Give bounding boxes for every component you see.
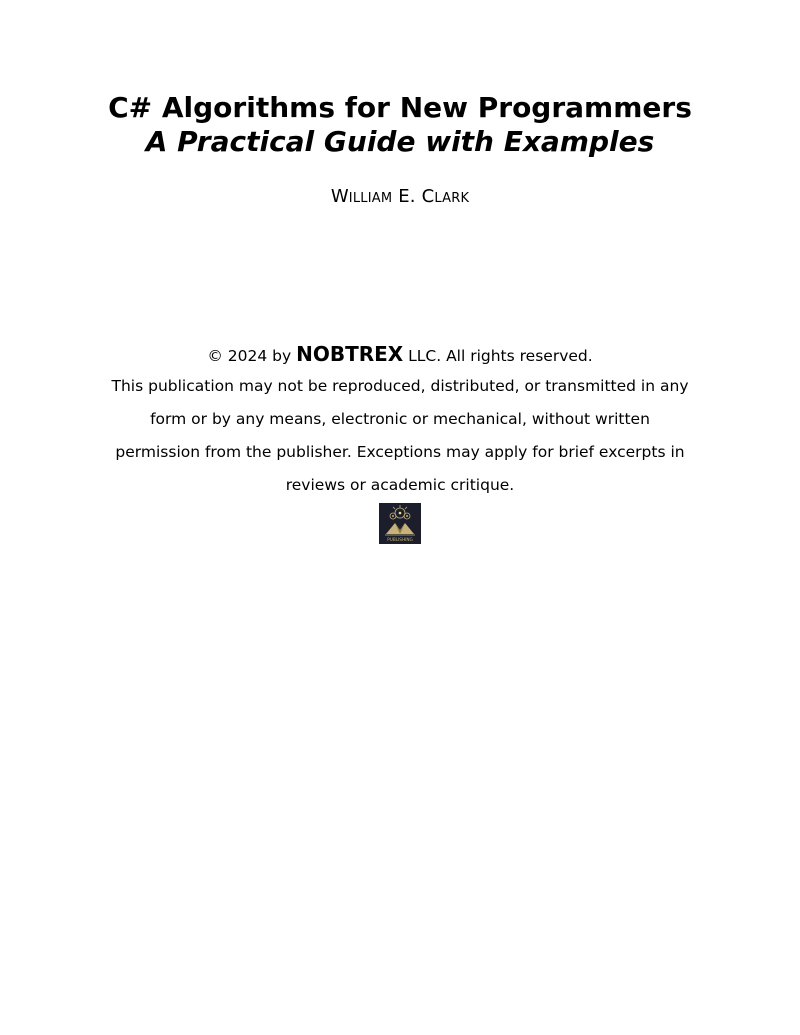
book-subtitle: A Practical Guide with Examples [145, 125, 655, 158]
publisher-name: NOBTREX [296, 342, 404, 366]
copyright-block [110, 340, 690, 502]
rights-notice: This publication may not be reproduced, distributed, or transmitted in any form or by any means, electronic or mechanical, without written permission from the publisher. Exceptions may apply for brief excerpts in reviews or academic critique. [111, 377, 689, 494]
copyright-prefix: © 2024 by [207, 347, 292, 365]
publisher-logo-icon [379, 503, 421, 544]
copyright-line [110, 340, 690, 370]
book-title: C# Algorithms for New Programmers [108, 91, 692, 124]
logo-text: PUBLISHING [387, 537, 413, 542]
copyright-suffix: LLC. All rights reserved. [408, 347, 593, 365]
title-block [0, 91, 800, 159]
author-name: William E. Clark [330, 186, 470, 207]
